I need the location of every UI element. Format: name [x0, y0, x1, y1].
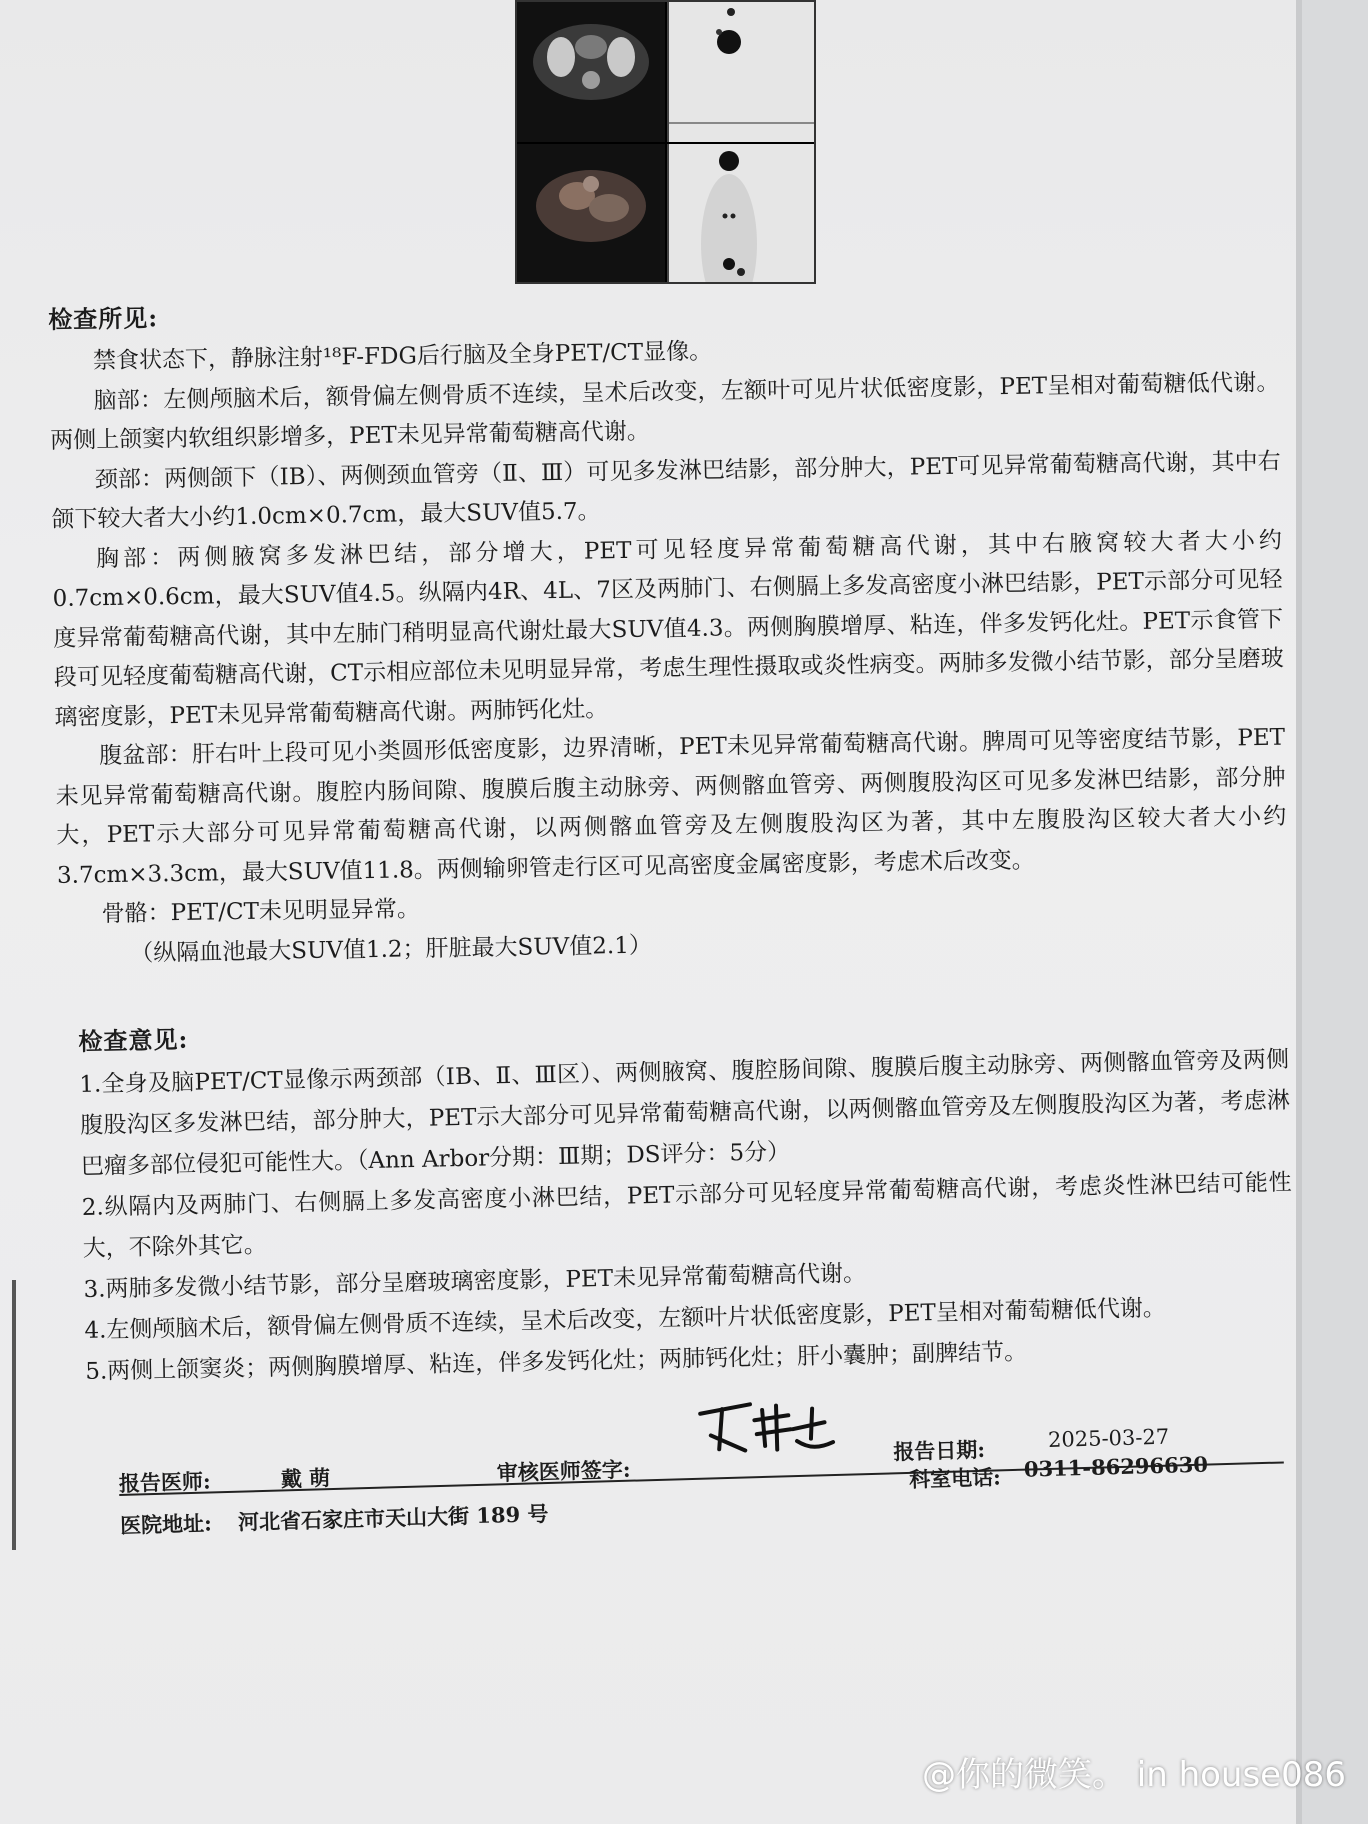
opinion-section [78, 997, 1296, 1393]
opinion-item: 1.全身及脑PET/CT显像示两颈部（ⅠB、Ⅱ、Ⅲ区）、两侧腋窝、腹腔肠间隙、腹膜后腹主动脉旁、两侧髂血管旁及两侧腹股沟区多发淋巴结，部分肿大，PET示大部分可见异常葡萄糖高代谢，以两侧髂血管旁及左侧腹股沟区为著，考虑淋巴瘤多部位侵犯可能性大。（Ann Arbor分期：Ⅲ期；DS评分：5分） [79, 1046, 1291, 1180]
findings-title: 检查所见: [48, 303, 159, 334]
ct-slice-image-bottom [517, 144, 665, 284]
opinion-item: 5.两侧上颌窦炎；两侧胸膜增厚、粘连，伴多发钙化灶；两肺钙化灶；肝小囊肿；副脾结节。 [85, 1339, 1028, 1385]
reviewer-signature-icon [692, 1388, 844, 1462]
address-label: 医院地址: [119, 1510, 213, 1538]
pet-mip-icon [669, 2, 816, 142]
opinion-item: 4.左侧颅脑术后，额骨偏左侧骨质不连续，呈术后改变，左额叶片状低密度影，PET呈相对葡萄糖低代谢。 [84, 1295, 1167, 1344]
opinion-title: 检查意见: [78, 1024, 189, 1056]
findings-chest: 胸部：两侧腋窝多发淋巴结，部分增大，PET可见轻度异常葡萄糖高代谢，其中右腋窝较大者大小约0.7cm×0.6cm，最大SUV值4.5。纵隔内4R、4L、7区及两肺门、右侧膈上多发高密度小淋巴结影，PET示部分可见轻度异常葡萄糖高代谢，其中左肺门稍明显高代谢灶最大SUV值4.3。两侧胸膜增厚、粘连，伴多发钙化灶。PET示食管下段可见轻度葡萄糖高代谢，CT示相应部位未见明显异常，考虑生理性摄取或炎性病变。两肺多发微小结节影，部分呈磨玻璃密度影，PET未见异常葡萄糖高代谢。两肺钙化灶。 [52, 527, 1284, 731]
reporter-name: 戴 萌 [280, 1465, 331, 1492]
opinion-item: 2.纵隔内及两肺门、右侧膈上多发高密度小淋巴结，PET示部分可见轻度异常葡萄糖高代谢，考虑炎性淋巴结可能性大，不除外其它。 [81, 1169, 1292, 1262]
findings-reference: （纵隔血池最大SUV值1.2；肝脏最大SUV值2.1） [130, 932, 653, 967]
phone-label: 科室电话: [908, 1464, 1002, 1492]
opinion-item: 3.两肺多发微小结节影，部分呈磨玻璃密度影，PET未见异常葡萄糖高代谢。 [83, 1260, 867, 1303]
findings-neck: 颈部：两侧颌下（ⅠB）、两侧颈血管旁（Ⅱ、Ⅲ）可见多发淋巴结影，部分肿大，PET可见异常葡萄糖高代谢，其中右颌下较大者大小约1.0cm×0.7cm，最大SUV值5.7。 [51, 448, 1281, 533]
pet-mip-image-top [667, 2, 816, 142]
findings-section [48, 281, 1288, 975]
paper-edge [1296, 0, 1302, 1824]
department-phone: 0311-86296630 [1023, 1451, 1209, 1482]
scan-edge-line [12, 1280, 16, 1550]
watermark: @你的微笑。 in house086 [921, 1755, 1346, 1795]
pet-whole-body-icon [669, 144, 816, 282]
findings-intro: 禁食状态下，静脉注射¹⁸F-FDG后行脑及全身PET/CT显像。 [92, 338, 713, 375]
pet-mip-image-bottom [667, 144, 816, 284]
date-label: 报告日期: [893, 1436, 986, 1465]
reviewer-label: 审核医师签字: [496, 1456, 631, 1486]
pet-ct-fusion-icon [517, 144, 665, 282]
ct-slice-image-top [517, 2, 665, 142]
ct-axial-pelvis-icon [517, 2, 665, 142]
findings-bone: 骨骼：PET/CT未见明显异常。 [101, 896, 421, 928]
findings-brain: 脑部：左侧颅脑术后，额骨偏左侧骨质不连续，呈术后改变，左额叶可见片状低密度影，PET呈相对葡萄糖低代谢。两侧上颌窦内软组织影增多，PET未见异常葡萄糖高代谢。 [50, 369, 1280, 454]
findings-abdomen: 腹盆部：肝右叶上段可见小类圆形低密度影，边界清晰，PET未见异常葡萄糖高代谢。脾周可见等密度结节影，PET未见异常葡萄糖高代谢。腹腔内肠间隙、腹膜后腹主动脉旁、两侧髂血管旁、两侧腹股沟区可见多发淋巴结影，部分肿大，PET示大部分可见异常葡萄糖高代谢，以两侧髂血管旁及左侧腹股沟区为著，其中左腹股沟区较大者大小约3.7cm×3.3cm，最大SUV值11.8。两侧输卵管走行区可见高密度金属密度影，考虑术后改变。 [55, 724, 1287, 889]
hospital-address: 河北省石家庄市天山大街 189 号 [237, 1501, 549, 1535]
report-date: 2025-03-27 [1047, 1424, 1170, 1453]
pet-ct-image-panel [515, 0, 816, 284]
reporter-label: 报告医师: [118, 1468, 212, 1496]
